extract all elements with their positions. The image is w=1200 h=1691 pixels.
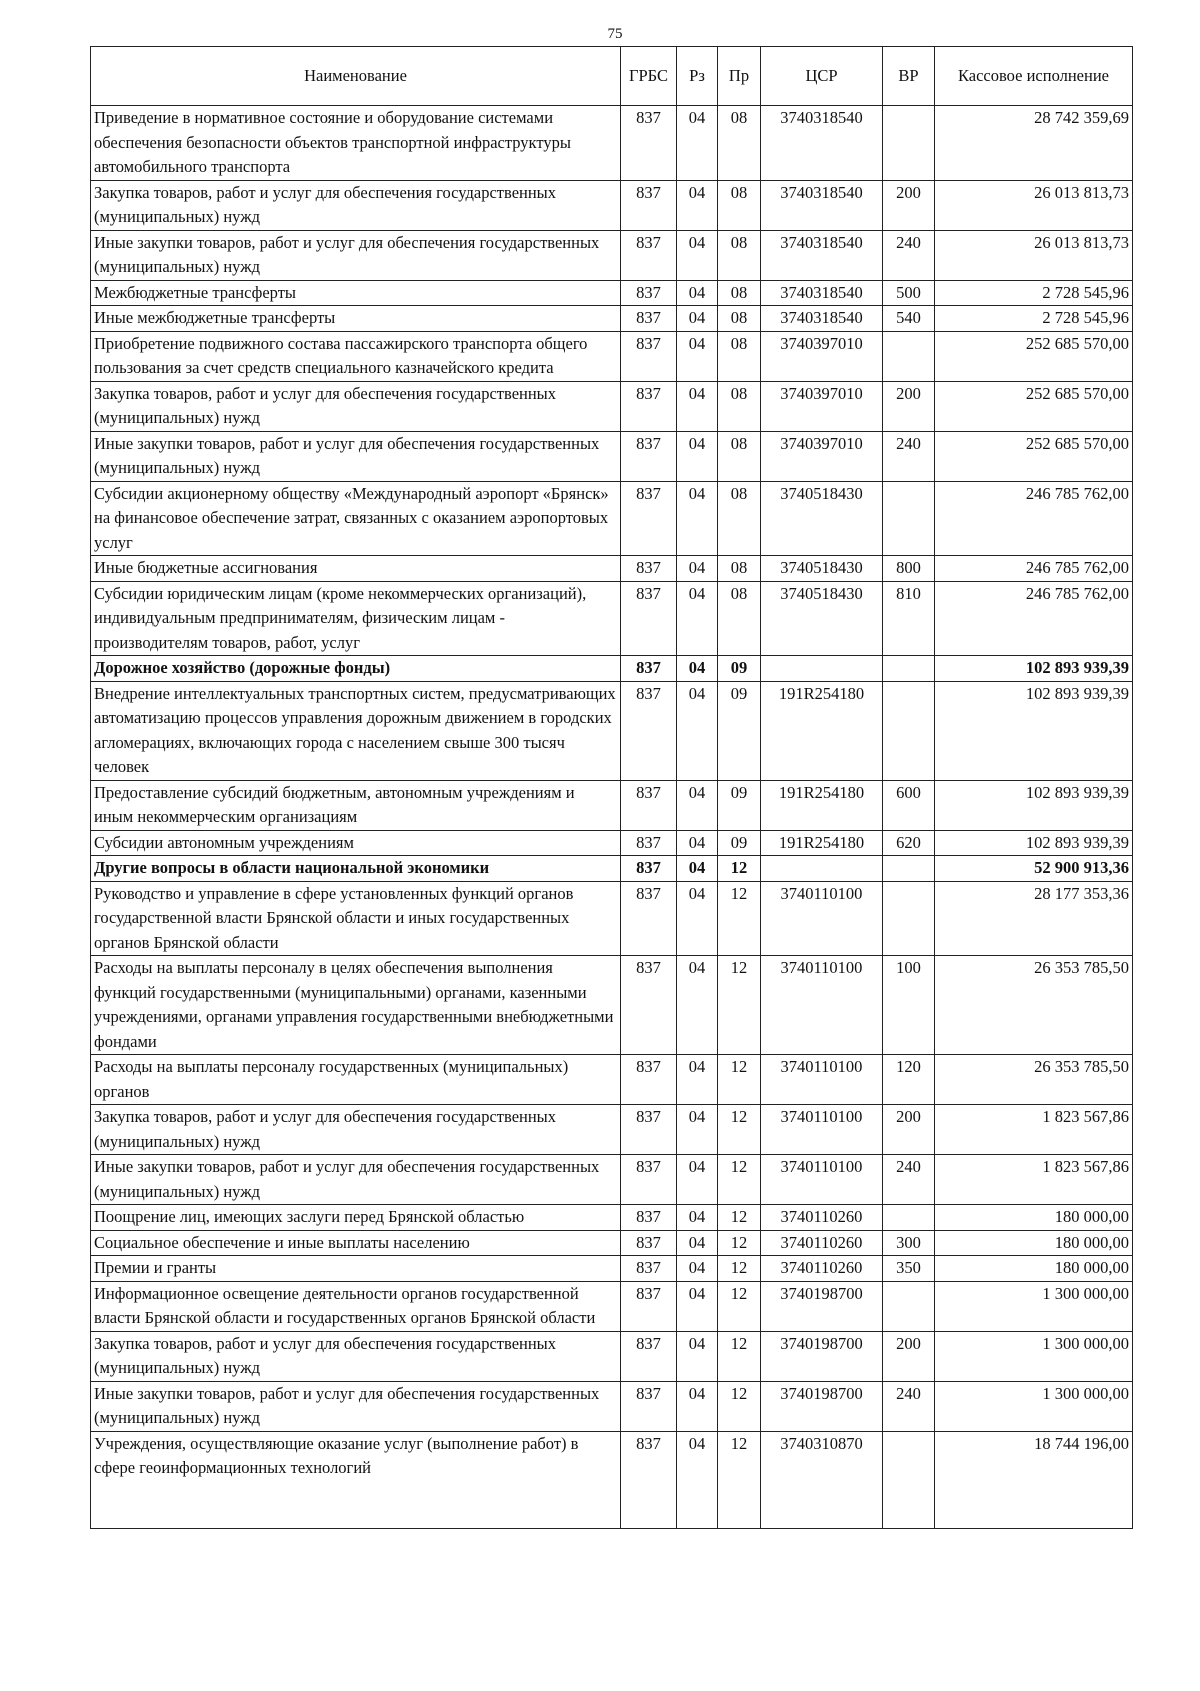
cell-name: Поощрение лиц, имеющих заслуги перед Брянской областью — [91, 1205, 621, 1231]
cell-amount: 26 353 785,50 — [935, 956, 1133, 1055]
cell-rz: 04 — [677, 280, 718, 306]
cell-pr: 12 — [718, 1431, 761, 1528]
cell-amount: 102 893 939,39 — [935, 656, 1133, 682]
cell-pr: 08 — [718, 180, 761, 230]
cell-name: Расходы на выплаты персоналу в целях обеспечения выполнения функций государственными (муниципальными) органами, казенными учреждениями, органами управления государственными внебюджетными фондами — [91, 956, 621, 1055]
cell-csr — [761, 656, 883, 682]
cell-rz: 04 — [677, 1205, 718, 1231]
table-row — [91, 230, 1133, 280]
cell-name: Межбюджетные трансферты — [91, 280, 621, 306]
table-row — [91, 431, 1133, 481]
cell-name: Премии и гранты — [91, 1256, 621, 1282]
cell-name: Субсидии автономным учреждениям — [91, 830, 621, 856]
cell-pr: 12 — [718, 1281, 761, 1331]
table-row — [91, 681, 1133, 780]
cell-vr — [883, 481, 935, 556]
cell-vr: 800 — [883, 556, 935, 582]
cell-amount: 1 300 000,00 — [935, 1331, 1133, 1381]
cell-vr — [883, 331, 935, 381]
table-row — [91, 1256, 1133, 1282]
cell-name: Расходы на выплаты персоналу государственных (муниципальных) органов — [91, 1055, 621, 1105]
cell-grbs: 837 — [621, 1256, 677, 1282]
table-row — [91, 1381, 1133, 1431]
cell-rz: 04 — [677, 780, 718, 830]
cell-vr: 200 — [883, 381, 935, 431]
cell-amount: 246 785 762,00 — [935, 581, 1133, 656]
cell-vr — [883, 881, 935, 956]
cell-amount: 18 744 196,00 — [935, 1431, 1133, 1528]
cell-amount: 1 300 000,00 — [935, 1381, 1133, 1431]
table-row — [91, 581, 1133, 656]
cell-vr — [883, 856, 935, 882]
cell-vr: 540 — [883, 306, 935, 332]
table-row — [91, 656, 1133, 682]
table-row — [91, 1055, 1133, 1105]
cell-grbs: 837 — [621, 681, 677, 780]
cell-vr: 620 — [883, 830, 935, 856]
cell-grbs: 837 — [621, 1155, 677, 1205]
cell-pr: 12 — [718, 1155, 761, 1205]
cell-vr: 100 — [883, 956, 935, 1055]
cell-csr — [761, 856, 883, 882]
cell-pr: 09 — [718, 830, 761, 856]
cell-name: Другие вопросы в области национальной экономики — [91, 856, 621, 882]
cell-pr: 12 — [718, 956, 761, 1055]
cell-vr — [883, 1205, 935, 1231]
cell-amount: 26 013 813,73 — [935, 180, 1133, 230]
cell-vr — [883, 106, 935, 181]
cell-grbs: 837 — [621, 956, 677, 1055]
table-row — [91, 556, 1133, 582]
cell-rz: 04 — [677, 881, 718, 956]
cell-vr: 600 — [883, 780, 935, 830]
header-rz: Рз — [677, 47, 718, 106]
cell-grbs: 837 — [621, 331, 677, 381]
table-row — [91, 1205, 1133, 1231]
cell-rz: 04 — [677, 1431, 718, 1528]
cell-pr: 08 — [718, 581, 761, 656]
cell-amount: 26 013 813,73 — [935, 230, 1133, 280]
cell-grbs: 837 — [621, 1331, 677, 1381]
cell-grbs: 837 — [621, 1230, 677, 1256]
cell-amount: 1 823 567,86 — [935, 1155, 1133, 1205]
cell-rz: 04 — [677, 581, 718, 656]
cell-csr: 3740110100 — [761, 1155, 883, 1205]
cell-name: Иные бюджетные ассигнования — [91, 556, 621, 582]
cell-pr: 12 — [718, 881, 761, 956]
cell-csr: 3740518430 — [761, 481, 883, 556]
table-row — [91, 780, 1133, 830]
table-row — [91, 1230, 1133, 1256]
header-vr: ВР — [883, 47, 935, 106]
cell-amount: 28 742 359,69 — [935, 106, 1133, 181]
cell-vr: 120 — [883, 1055, 935, 1105]
table-row — [91, 481, 1133, 556]
cell-vr: 240 — [883, 1381, 935, 1431]
cell-grbs: 837 — [621, 856, 677, 882]
cell-pr: 09 — [718, 656, 761, 682]
cell-csr: 3740198700 — [761, 1331, 883, 1381]
table-body — [91, 106, 1133, 1529]
cell-rz: 04 — [677, 1055, 718, 1105]
cell-grbs: 837 — [621, 556, 677, 582]
cell-name: Иные закупки товаров, работ и услуг для обеспечения государственных (муниципальных) нужд — [91, 1381, 621, 1431]
cell-rz: 04 — [677, 331, 718, 381]
cell-pr: 12 — [718, 1055, 761, 1105]
cell-grbs: 837 — [621, 481, 677, 556]
cell-vr: 200 — [883, 1105, 935, 1155]
cell-csr: 3740318540 — [761, 106, 883, 181]
cell-pr: 08 — [718, 306, 761, 332]
cell-vr: 240 — [883, 431, 935, 481]
budget-execution-table — [90, 46, 1133, 1529]
table-row — [91, 881, 1133, 956]
cell-name: Субсидии акционерному обществу «Международный аэропорт «Брянск» на финансовое обеспечение затрат, связанных с оказанием аэропортовых услуг — [91, 481, 621, 556]
cell-name: Закупка товаров, работ и услуг для обеспечения государственных (муниципальных) нужд — [91, 381, 621, 431]
cell-rz: 04 — [677, 1331, 718, 1381]
cell-rz: 04 — [677, 1381, 718, 1431]
header-row — [91, 47, 1133, 106]
cell-name: Учреждения, осуществляющие оказание услуг (выполнение работ) в сфере геоинформационных технологий — [91, 1431, 621, 1528]
table-row — [91, 956, 1133, 1055]
cell-pr: 08 — [718, 556, 761, 582]
table-row — [91, 331, 1133, 381]
cell-name: Иные закупки товаров, работ и услуг для обеспечения государственных (муниципальных) нужд — [91, 1155, 621, 1205]
cell-grbs: 837 — [621, 1381, 677, 1431]
page-number: 75 — [607, 26, 623, 42]
cell-rz: 04 — [677, 1256, 718, 1282]
cell-csr: 3740110260 — [761, 1230, 883, 1256]
cell-grbs: 837 — [621, 431, 677, 481]
cell-amount: 180 000,00 — [935, 1205, 1133, 1231]
cell-pr: 12 — [718, 1205, 761, 1231]
cell-grbs: 837 — [621, 381, 677, 431]
cell-rz: 04 — [677, 1155, 718, 1205]
cell-csr: 3740518430 — [761, 581, 883, 656]
cell-pr: 12 — [718, 1381, 761, 1431]
cell-vr: 300 — [883, 1230, 935, 1256]
cell-rz: 04 — [677, 681, 718, 780]
cell-rz: 04 — [677, 306, 718, 332]
cell-csr: 3740518430 — [761, 556, 883, 582]
cell-vr: 500 — [883, 280, 935, 306]
cell-csr: 3740318540 — [761, 180, 883, 230]
cell-grbs: 837 — [621, 1105, 677, 1155]
table-row — [91, 1105, 1133, 1155]
cell-csr: 191R254180 — [761, 780, 883, 830]
cell-pr: 08 — [718, 431, 761, 481]
cell-csr: 3740110100 — [761, 956, 883, 1055]
header-csr: ЦСР — [761, 47, 883, 106]
cell-amount: 252 685 570,00 — [935, 381, 1133, 431]
cell-rz: 04 — [677, 1230, 718, 1256]
cell-grbs: 837 — [621, 1205, 677, 1231]
table-row — [91, 1155, 1133, 1205]
table-row — [91, 830, 1133, 856]
cell-name: Руководство и управление в сфере установленных функций органов государственной власти Брянской области и иных государственных органов Брянской области — [91, 881, 621, 956]
cell-rz: 04 — [677, 230, 718, 280]
cell-name: Иные закупки товаров, работ и услуг для обеспечения государственных (муниципальных) нужд — [91, 230, 621, 280]
cell-csr: 3740110260 — [761, 1205, 883, 1231]
cell-grbs: 837 — [621, 656, 677, 682]
cell-grbs: 837 — [621, 780, 677, 830]
cell-rz: 04 — [677, 431, 718, 481]
cell-grbs: 837 — [621, 881, 677, 956]
cell-csr: 3740110100 — [761, 1055, 883, 1105]
cell-amount: 2 728 545,96 — [935, 306, 1133, 332]
table-row — [91, 1431, 1133, 1528]
cell-vr: 200 — [883, 180, 935, 230]
cell-rz: 04 — [677, 556, 718, 582]
cell-grbs: 837 — [621, 830, 677, 856]
cell-name: Информационное освещение деятельности органов государственной власти Брянской области и государственных органов Брянской области — [91, 1281, 621, 1331]
table-row — [91, 306, 1133, 332]
cell-vr: 810 — [883, 581, 935, 656]
cell-amount: 102 893 939,39 — [935, 780, 1133, 830]
cell-csr: 3740318540 — [761, 280, 883, 306]
cell-pr: 08 — [718, 106, 761, 181]
cell-amount: 180 000,00 — [935, 1256, 1133, 1282]
cell-name: Закупка товаров, работ и услуг для обеспечения государственных (муниципальных) нужд — [91, 1105, 621, 1155]
cell-grbs: 837 — [621, 306, 677, 332]
cell-grbs: 837 — [621, 1281, 677, 1331]
table-header — [91, 47, 1133, 106]
cell-amount: 180 000,00 — [935, 1230, 1133, 1256]
cell-pr: 12 — [718, 1230, 761, 1256]
cell-amount: 1 300 000,00 — [935, 1281, 1133, 1331]
cell-amount: 102 893 939,39 — [935, 681, 1133, 780]
cell-csr: 3740110100 — [761, 881, 883, 956]
cell-csr: 191R254180 — [761, 830, 883, 856]
table-row — [91, 856, 1133, 882]
cell-vr — [883, 656, 935, 682]
cell-amount: 246 785 762,00 — [935, 556, 1133, 582]
cell-rz: 04 — [677, 481, 718, 556]
cell-pr: 08 — [718, 331, 761, 381]
cell-vr: 350 — [883, 1256, 935, 1282]
cell-name: Внедрение интеллектуальных транспортных систем, предусматривающих автоматизацию процессов управления дорожным движением в городских агломерациях, включающих города с населением свыше 300 тысяч человек — [91, 681, 621, 780]
cell-name: Субсидии юридическим лицам (кроме некоммерческих организаций), индивидуальным предпринимателям, физическим лицам - производителям товаров, работ, услуг — [91, 581, 621, 656]
cell-amount: 1 823 567,86 — [935, 1105, 1133, 1155]
cell-pr: 12 — [718, 1256, 761, 1282]
cell-grbs: 837 — [621, 106, 677, 181]
cell-grbs: 837 — [621, 581, 677, 656]
cell-csr: 3740318540 — [761, 306, 883, 332]
cell-rz: 04 — [677, 830, 718, 856]
cell-pr: 09 — [718, 780, 761, 830]
cell-csr: 3740397010 — [761, 431, 883, 481]
cell-vr: 200 — [883, 1331, 935, 1381]
cell-pr: 09 — [718, 681, 761, 780]
cell-amount: 252 685 570,00 — [935, 431, 1133, 481]
cell-pr: 12 — [718, 1331, 761, 1381]
cell-csr: 3740310870 — [761, 1431, 883, 1528]
cell-name: Предоставление субсидий бюджетным, автономным учреждениям и иным некоммерческим организациям — [91, 780, 621, 830]
cell-rz: 04 — [677, 1105, 718, 1155]
cell-rz: 04 — [677, 180, 718, 230]
cell-vr: 240 — [883, 1155, 935, 1205]
table-row — [91, 1331, 1133, 1381]
cell-rz: 04 — [677, 656, 718, 682]
cell-name: Закупка товаров, работ и услуг для обеспечения государственных (муниципальных) нужд — [91, 1331, 621, 1381]
cell-csr: 3740397010 — [761, 331, 883, 381]
cell-name: Иные межбюджетные трансферты — [91, 306, 621, 332]
header-amount: Кассовое исполнение — [935, 47, 1133, 106]
cell-name: Закупка товаров, работ и услуг для обеспечения государственных (муниципальных) нужд — [91, 180, 621, 230]
cell-name: Социальное обеспечение и иные выплаты населению — [91, 1230, 621, 1256]
table-row — [91, 180, 1133, 230]
cell-csr: 191R254180 — [761, 681, 883, 780]
cell-grbs: 837 — [621, 280, 677, 306]
cell-rz: 04 — [677, 1281, 718, 1331]
cell-pr: 08 — [718, 280, 761, 306]
cell-vr: 240 — [883, 230, 935, 280]
cell-csr: 3740198700 — [761, 1281, 883, 1331]
cell-name: Дорожное хозяйство (дорожные фонды) — [91, 656, 621, 682]
cell-amount: 246 785 762,00 — [935, 481, 1133, 556]
cell-pr: 08 — [718, 381, 761, 431]
cell-amount: 102 893 939,39 — [935, 830, 1133, 856]
cell-name: Иные закупки товаров, работ и услуг для обеспечения государственных (муниципальных) нужд — [91, 431, 621, 481]
header-pr: Пр — [718, 47, 761, 106]
cell-rz: 04 — [677, 856, 718, 882]
cell-csr: 3740318540 — [761, 230, 883, 280]
cell-vr — [883, 1281, 935, 1331]
cell-csr: 3740198700 — [761, 1381, 883, 1431]
cell-csr: 3740110100 — [761, 1105, 883, 1155]
cell-grbs: 837 — [621, 1431, 677, 1528]
cell-csr: 3740397010 — [761, 381, 883, 431]
cell-rz: 04 — [677, 381, 718, 431]
table-row — [91, 106, 1133, 181]
cell-vr — [883, 681, 935, 780]
table-row — [91, 381, 1133, 431]
cell-pr: 08 — [718, 481, 761, 556]
cell-pr: 12 — [718, 856, 761, 882]
header-grbs: ГРБС — [621, 47, 677, 106]
cell-amount: 252 685 570,00 — [935, 331, 1133, 381]
cell-grbs: 837 — [621, 180, 677, 230]
cell-rz: 04 — [677, 106, 718, 181]
cell-rz: 04 — [677, 956, 718, 1055]
cell-amount: 28 177 353,36 — [935, 881, 1133, 956]
cell-csr: 3740110260 — [761, 1256, 883, 1282]
cell-name: Приобретение подвижного состава пассажирского транспорта общего пользования за счет средств специального казначейского кредита — [91, 331, 621, 381]
cell-amount: 2 728 545,96 — [935, 280, 1133, 306]
table-row — [91, 280, 1133, 306]
cell-pr: 12 — [718, 1105, 761, 1155]
cell-pr: 08 — [718, 230, 761, 280]
table-row — [91, 1281, 1133, 1331]
cell-amount: 52 900 913,36 — [935, 856, 1133, 882]
cell-grbs: 837 — [621, 230, 677, 280]
cell-amount: 26 353 785,50 — [935, 1055, 1133, 1105]
cell-vr — [883, 1431, 935, 1528]
cell-grbs: 837 — [621, 1055, 677, 1105]
header-name: Наименование — [91, 47, 621, 106]
cell-name: Приведение в нормативное состояние и оборудование системами обеспечения безопасности объектов транспортной инфраструктуры автомобильного транспорта — [91, 106, 621, 181]
